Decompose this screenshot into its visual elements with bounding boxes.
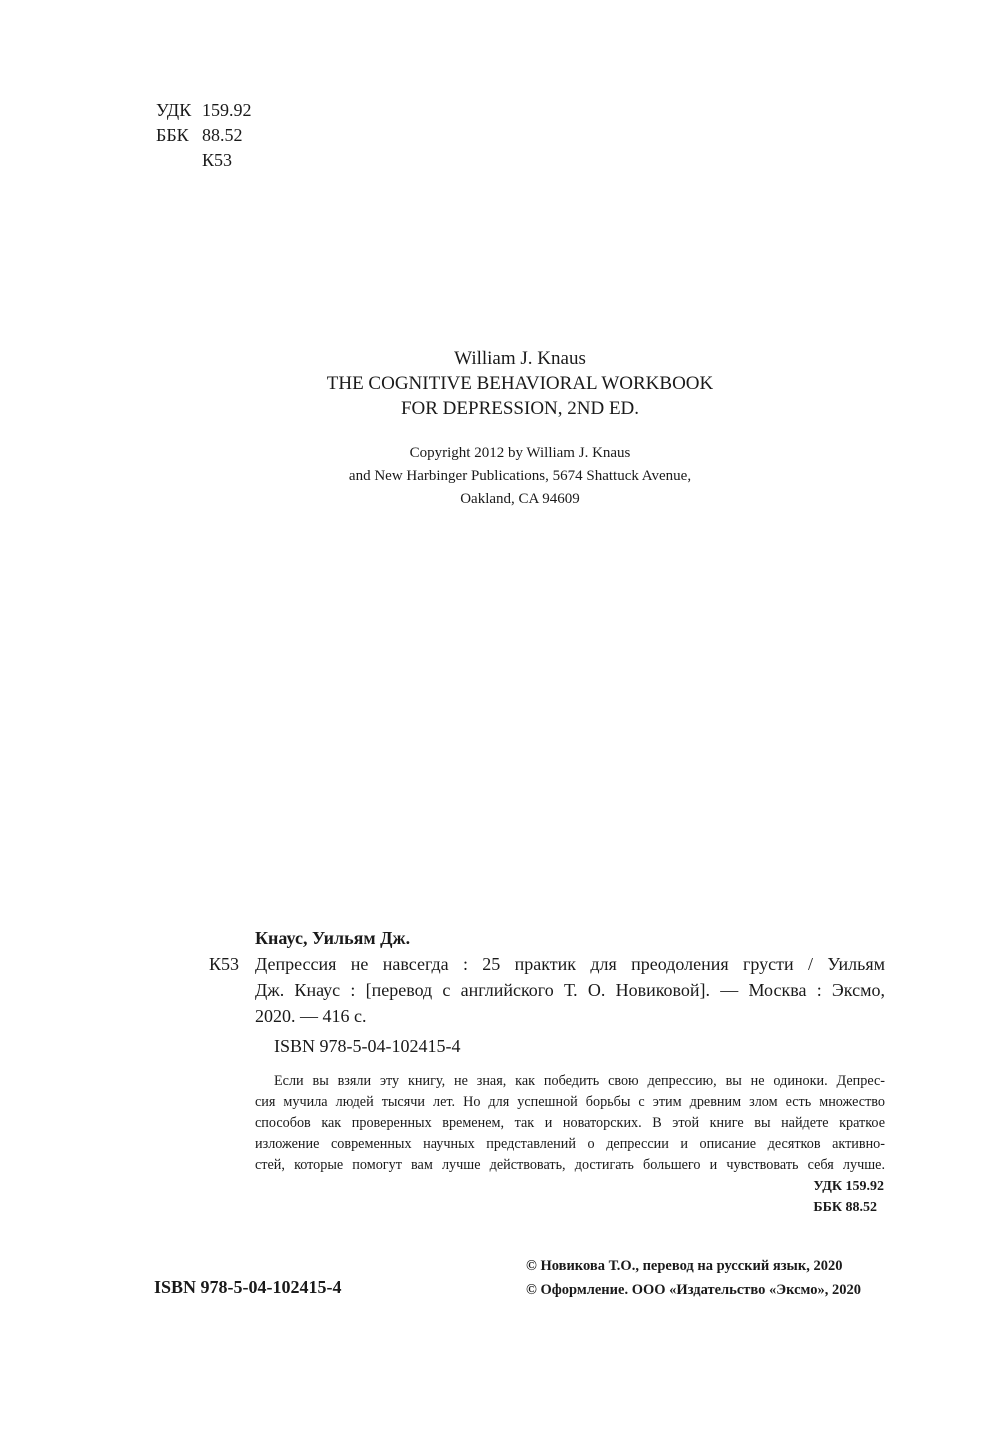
copyright-line-3: Oakland, CA 94609	[460, 491, 580, 507]
annotation-line: стей, которые помогут вам лучше действовать, достигать большего и чувствовать себя лучше.	[255, 1157, 885, 1173]
catalog-udk: УДК 159.92	[813, 1179, 884, 1194]
author-mark: К53	[202, 150, 233, 170]
catalog-udk-bbk	[813, 1176, 884, 1218]
annotation-line: способов как проверенных временем, так и новаторских. В этой книге вы найдете краткое	[255, 1115, 885, 1131]
annotation-line: сия мучила людей тысячи лет. Но для успешной борьбы с этим древним злом есть множество	[255, 1094, 885, 1110]
footer-copyrights	[526, 1254, 861, 1302]
classification-codes	[156, 98, 252, 173]
original-title-line-1: THE COGNITIVE BEHAVIORAL WORKBOOK	[326, 373, 714, 394]
bbk-value: 88.52	[202, 125, 243, 145]
annotation-line: Если вы взяли эту книгу, не зная, как победить свою депрессию, вы не одиноки. Депрес-	[274, 1073, 885, 1089]
original-copyright	[0, 442, 986, 511]
bbk-row	[156, 123, 252, 148]
copyright-design: © Оформление. ООО «Издательство «Эксмо», 2020	[526, 1282, 861, 1298]
description-line: Депрессия не навсегда : 25 практик для преодоления грусти / Уильям	[255, 954, 885, 974]
annotation	[255, 1071, 885, 1176]
author-mark-row	[156, 148, 252, 173]
description-line: Дж. Кнаус : [перевод с английского Т. О. Новиковой]. — Москва : Эксмо,	[255, 980, 885, 1000]
footer-isbn: ISBN 978-5-04-102415-4	[154, 1277, 342, 1297]
catalog-isbn: ISBN 978-5-04-102415-4	[274, 1036, 461, 1056]
udk-value: 159.92	[202, 100, 252, 120]
catalog-author-heading: Кнаус, Уильям Дж.	[255, 928, 411, 948]
catalog-author-mark: К53	[209, 954, 240, 974]
copyright-line-2: and New Harbinger Publications, 5674 Shattuck Avenue,	[348, 468, 692, 484]
catalog-description	[255, 951, 885, 1029]
catalog-bbk: ББК 88.52	[813, 1200, 878, 1215]
bbk-label: ББК	[156, 125, 189, 145]
copyright-translation: © Новикова Т.О., перевод на русский язык, 2020	[526, 1258, 843, 1274]
original-title-line-2: FOR DEPRESSION, 2ND ED.	[400, 398, 640, 419]
annotation-line: изложение современных научных представлений о депрессии и описание десятков активно-	[255, 1136, 885, 1152]
original-author: William J. Knaus	[454, 348, 586, 369]
description-line: 2020. — 416 с.	[255, 1006, 367, 1026]
original-edition	[0, 346, 986, 421]
udk-row	[156, 98, 252, 123]
udk-label: УДК	[156, 100, 192, 120]
copyright-line-1: Copyright 2012 by William J. Knaus	[409, 445, 631, 461]
